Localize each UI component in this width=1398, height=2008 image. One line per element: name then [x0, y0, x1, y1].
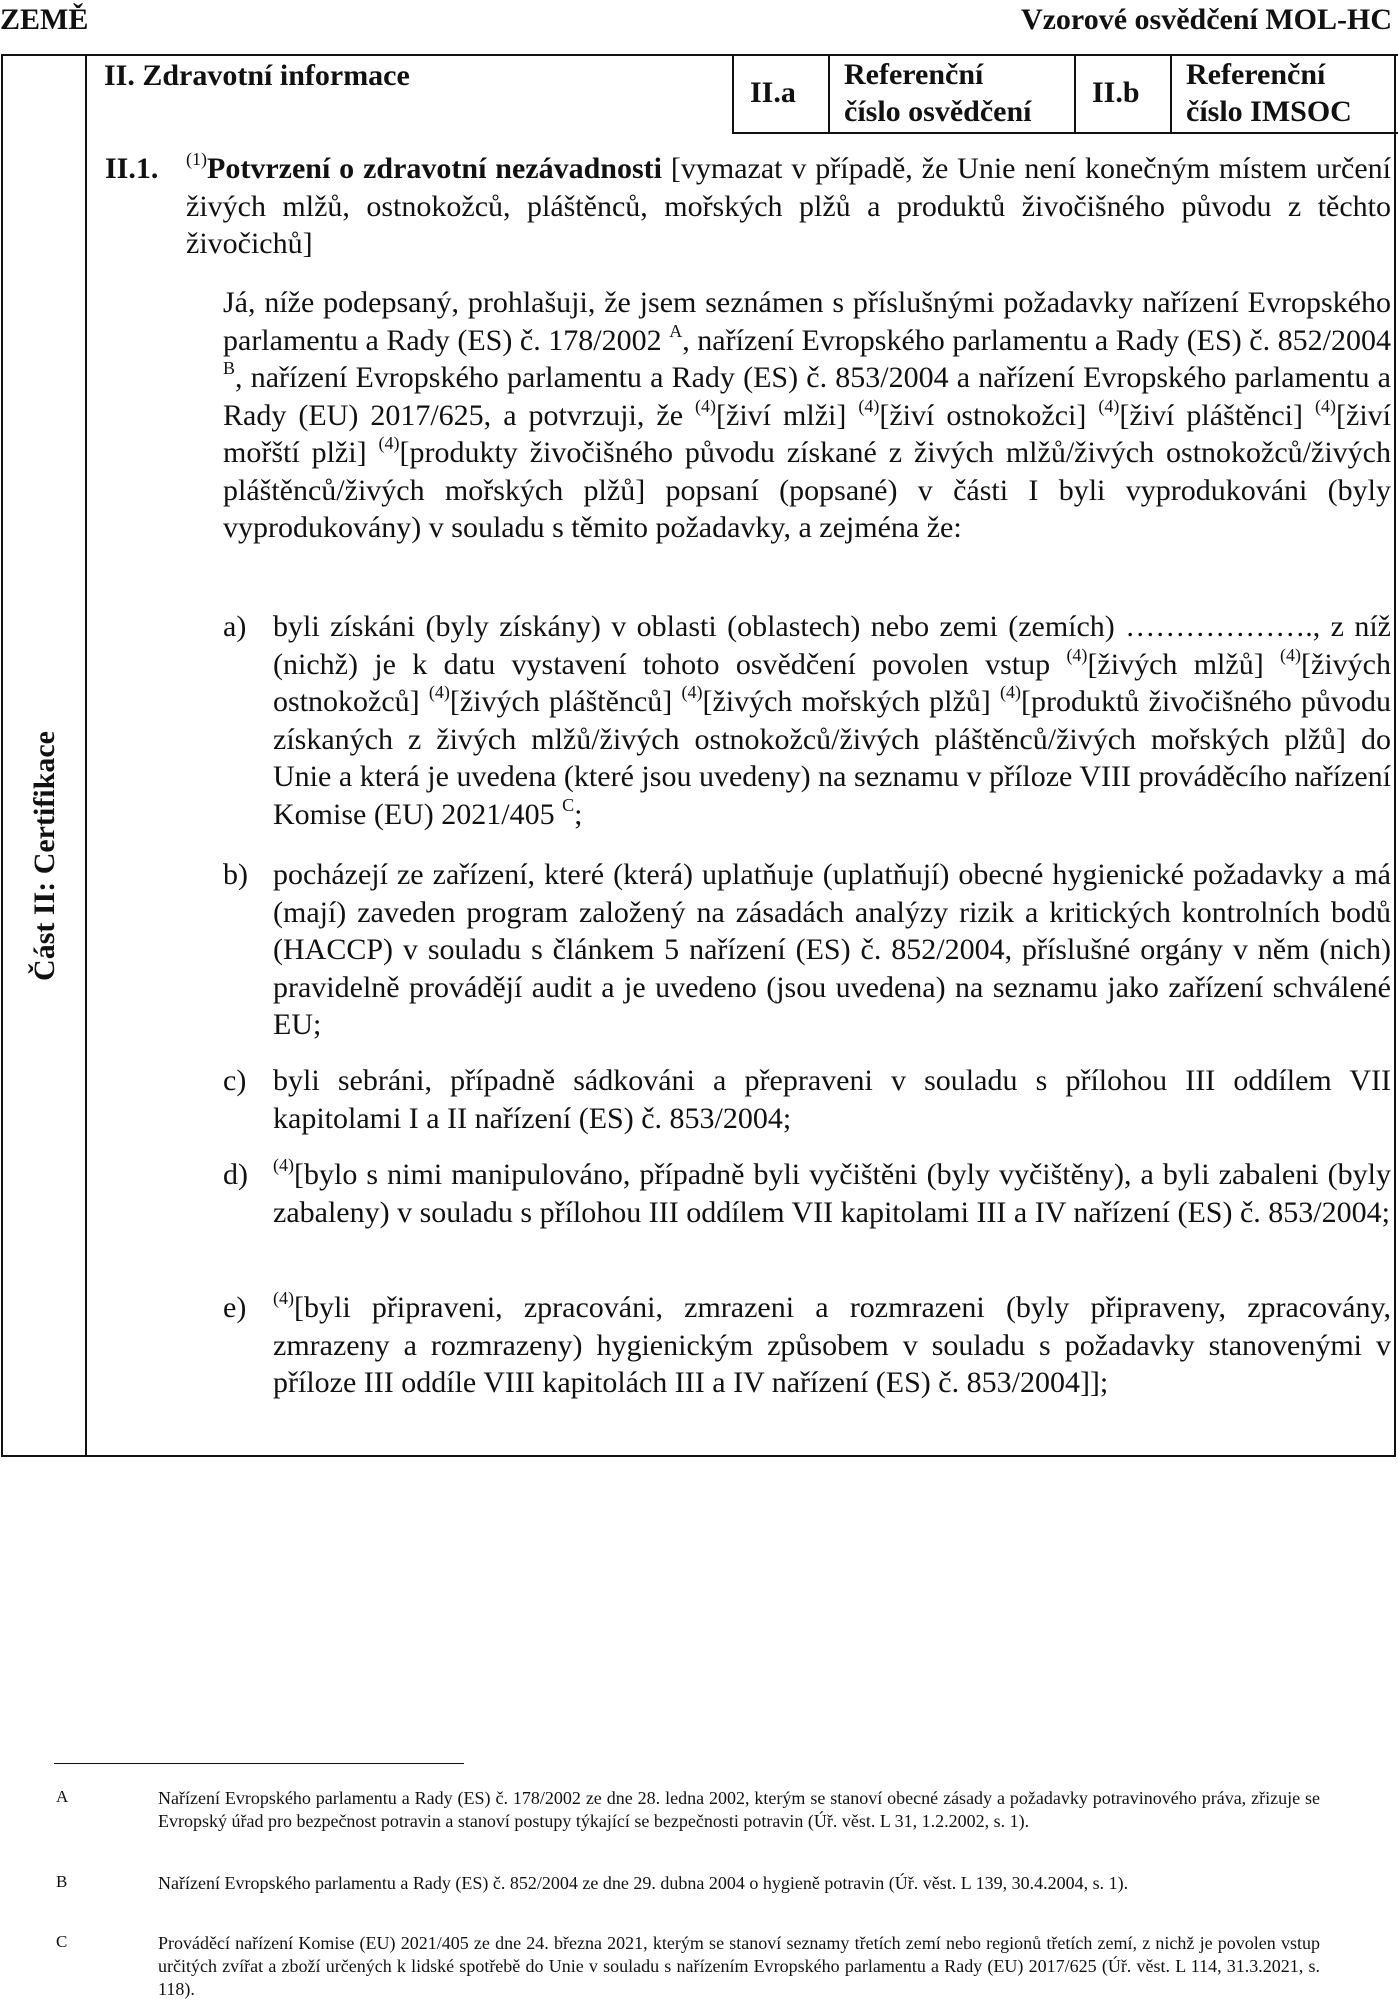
reference-box-a [732, 54, 1076, 134]
ref-code-a: II.a [750, 76, 796, 109]
certificate-model-title: Vzorové osvědčení MOL-HC [1020, 3, 1392, 36]
clause-intro-text: [vymazat v případě, že Unie není konečným místem určení živých mlžů, ostnokožců, pláštěnců, mořských plžů a produktů živočišného původu z těchto živočichů] [186, 152, 1391, 260]
footnote-mark-b: B [56, 1872, 68, 1891]
item-c-text: byli sebráni, případně sádkováni a přepraveni v souladu s přílohou III oddílem VII kapitolami I a II nařízení (ES) č. 853/2004; [273, 1064, 1391, 1135]
item-e-text [273, 1289, 1391, 1402]
divider [828, 56, 830, 132]
footnote-ref: (4) [695, 395, 717, 416]
item-b-text: pocházejí ze zařízení, které (která) uplatňuje (uplatňují) obecné hygienické požadavky a má (mají) zaveden program založený na zásadách analýzy rizik a kritických kontrolních bodů (HACCP) v souladu s článkem 5 nařízení (ES) č. 852/2004, příslušné orgány v něm (nich) pravidelně provádějí audit a je uvedeno (jsou uvedena) na seznamu jako zařízení schválené EU; [273, 858, 1391, 1041]
footnote-ref: (4) [1315, 395, 1337, 416]
declaration-text: [živí mlži] [716, 398, 859, 432]
footnote-c: Prováděcí nařízení Komise (EU) 2021/405 ze dne 24. března 2021, kterým se stanoví seznamy třetích zemí nebo regionů třetích zemí, z nichž je povolen vstup určitých zvířat a zboží určených k lidské spotřebě do Unie v souladu s nařízením Evropského parlamentu a Rady (EU) 2017/625 (Úř. věst. L 114, 31.3.2021, s. 118). [158, 1933, 1320, 1999]
part-sidebar [3, 56, 87, 1455]
footnote-ref: (4) [999, 682, 1021, 702]
section-title: II. Zdravotní informace [104, 59, 410, 92]
declaration-text: [živí pláštěnci] [1119, 398, 1316, 432]
footnote-ref: (4) [273, 1288, 294, 1308]
item-d-letter: d) [223, 1158, 248, 1191]
ref-label-b [1186, 56, 1352, 130]
certificate-table [1, 54, 1396, 1457]
item-a-part: [živých ostnokožců] [273, 647, 1391, 718]
clause-number: II.1. [105, 152, 159, 185]
reference-box-b [1074, 54, 1398, 134]
footnote-ref: (4) [1066, 644, 1088, 665]
footnote-ref: A [669, 320, 683, 341]
item-a-part: [živých pláštěnců] [449, 685, 682, 718]
ref-label-a [844, 56, 1032, 130]
declaration-text: [živí ostnokožci] [879, 398, 1099, 432]
footnote-a: Nařízení Evropského parlamentu a Rady (ES) č. 178/2002 ze dne 28. ledna 2002, kterým se stanoví obecné zásady a požadavky potravinového práva, zřizuje se Evropský úřad pro bezpečnost potravin a stanoví postupy týkající se bezpečnosti potravin (Úř. věst. L 31, 1.2.2002, s. 1). [158, 1788, 1320, 1831]
declaration-text: Já, níže podepsaný, prohlašuji, že jsem seznámen s příslušnými požadavky nařízení Evropského parlamentu a Rady (ES) č. 178/2002 [223, 286, 1391, 357]
footnote-ref: (4) [273, 1155, 294, 1175]
item-b-letter: b) [223, 858, 248, 891]
footnote-ref: B [223, 358, 236, 378]
certificate-content [89, 56, 1394, 1455]
item-a-part: byli získáni (byly získány) v oblasti (oblastech) nebo zemi (zemích) ………………., z níž (nichž) je k datu vystavení tohoto osvědčení povolen vstup [273, 610, 1391, 681]
clause-intro [186, 150, 1391, 263]
footnote-ref: (4) [681, 682, 703, 702]
declaration-paragraph [223, 284, 1391, 547]
footnote-ref: (1) [186, 149, 207, 169]
footnote-ref: (4) [1280, 644, 1302, 665]
clause-heading: Potvrzení o zdravotní nezávadnosti [207, 152, 662, 185]
footnote-b: Nařízení Evropského parlamentu a Rady (ES) č. 852/2004 ze dne 29. dubna 2004 o hygieně potravin (Úř. věst. L 139, 30.4.2004, s. 1). [158, 1873, 1129, 1893]
footnote-ref: (4) [858, 395, 880, 416]
footnote-ref: C [562, 794, 575, 815]
declaration-text: [produkty živočišného původu získané z živých mlžů/živých ostnokožců/živých pláštěnců/živých mořských plžů] popsaní (popsané) v části I byli vyprodukováni (byly vyprodukovány) v souladu s těmito požadavky, a zejména že: [223, 436, 1391, 544]
item-a-part: [produktů živočišného původu získaných z živých mlžů/živých ostnokožců/živých pláštěnců/živých mořských plžů] do Unie a která je uvedena (které jsou uvedeny) na seznamu v příloze VIII prováděcího nařízení Komise (EU) 2021/405 [273, 685, 1391, 831]
item-a-text [273, 608, 1391, 833]
ref-label-a-line1: Referenční [844, 58, 984, 91]
ref-label-b-line2: číslo IMSOC [1186, 95, 1352, 128]
footnote-ref: (4) [1098, 395, 1120, 416]
footnote-separator [54, 1763, 464, 1764]
divider [1170, 56, 1172, 132]
footnote-mark-c: C [56, 1932, 68, 1951]
country-heading: ZEMĚ [0, 3, 89, 36]
item-a-part: [živých mlžů] [1087, 647, 1281, 681]
declaration-text: , nařízení Evropského parlamentu a Rady (ES) č. 852/2004 [682, 323, 1391, 357]
part-label: Část II: Certifikace [28, 731, 61, 981]
item-a-letter: a) [223, 610, 247, 643]
item-c-letter: c) [223, 1064, 247, 1097]
footnote-ref: (4) [378, 433, 400, 453]
item-e-body: [byli připraveni, zpracováni, zmrazeni a rozmrazeni (byly připraveny, zpracovány, zmrazeny a rozmrazeny) hygienickým způsobem v souladu s požadavky stanovenými v příloze III oddíle VIII kapitolách III a IV nařízení (ES) č. 853/2004]]; [273, 1291, 1391, 1399]
declaration-text: [živí mořští plži] [223, 398, 1391, 469]
ref-code-b: II.b [1092, 76, 1140, 109]
item-d-body: [bylo s nimi manipulováno, případně byli vyčištěni (byly vyčištěny), a byli zabaleni (byly zabaleny) v souladu s přílohou III oddílem VII kapitolami III a IV nařízení (ES) č. 853/2004; [273, 1158, 1391, 1229]
declaration-text: , nařízení Evropského parlamentu a Rady (ES) č. 853/2004 a nařízení Evropského parlamentu a Rady (EU) 2017/625, a potvrzuji, že [223, 361, 1391, 432]
item-a-part: ; [574, 797, 583, 831]
footnote-mark-a: A [56, 1787, 69, 1806]
item-d-text [273, 1156, 1391, 1231]
item-e-letter: e) [223, 1291, 247, 1324]
footnote-ref: (4) [428, 682, 450, 702]
ref-label-a-line2: číslo osvědčení [844, 95, 1032, 128]
item-a-part: [živých mořských plžů] [702, 685, 1000, 718]
ref-label-b-line1: Referenční [1186, 58, 1326, 91]
